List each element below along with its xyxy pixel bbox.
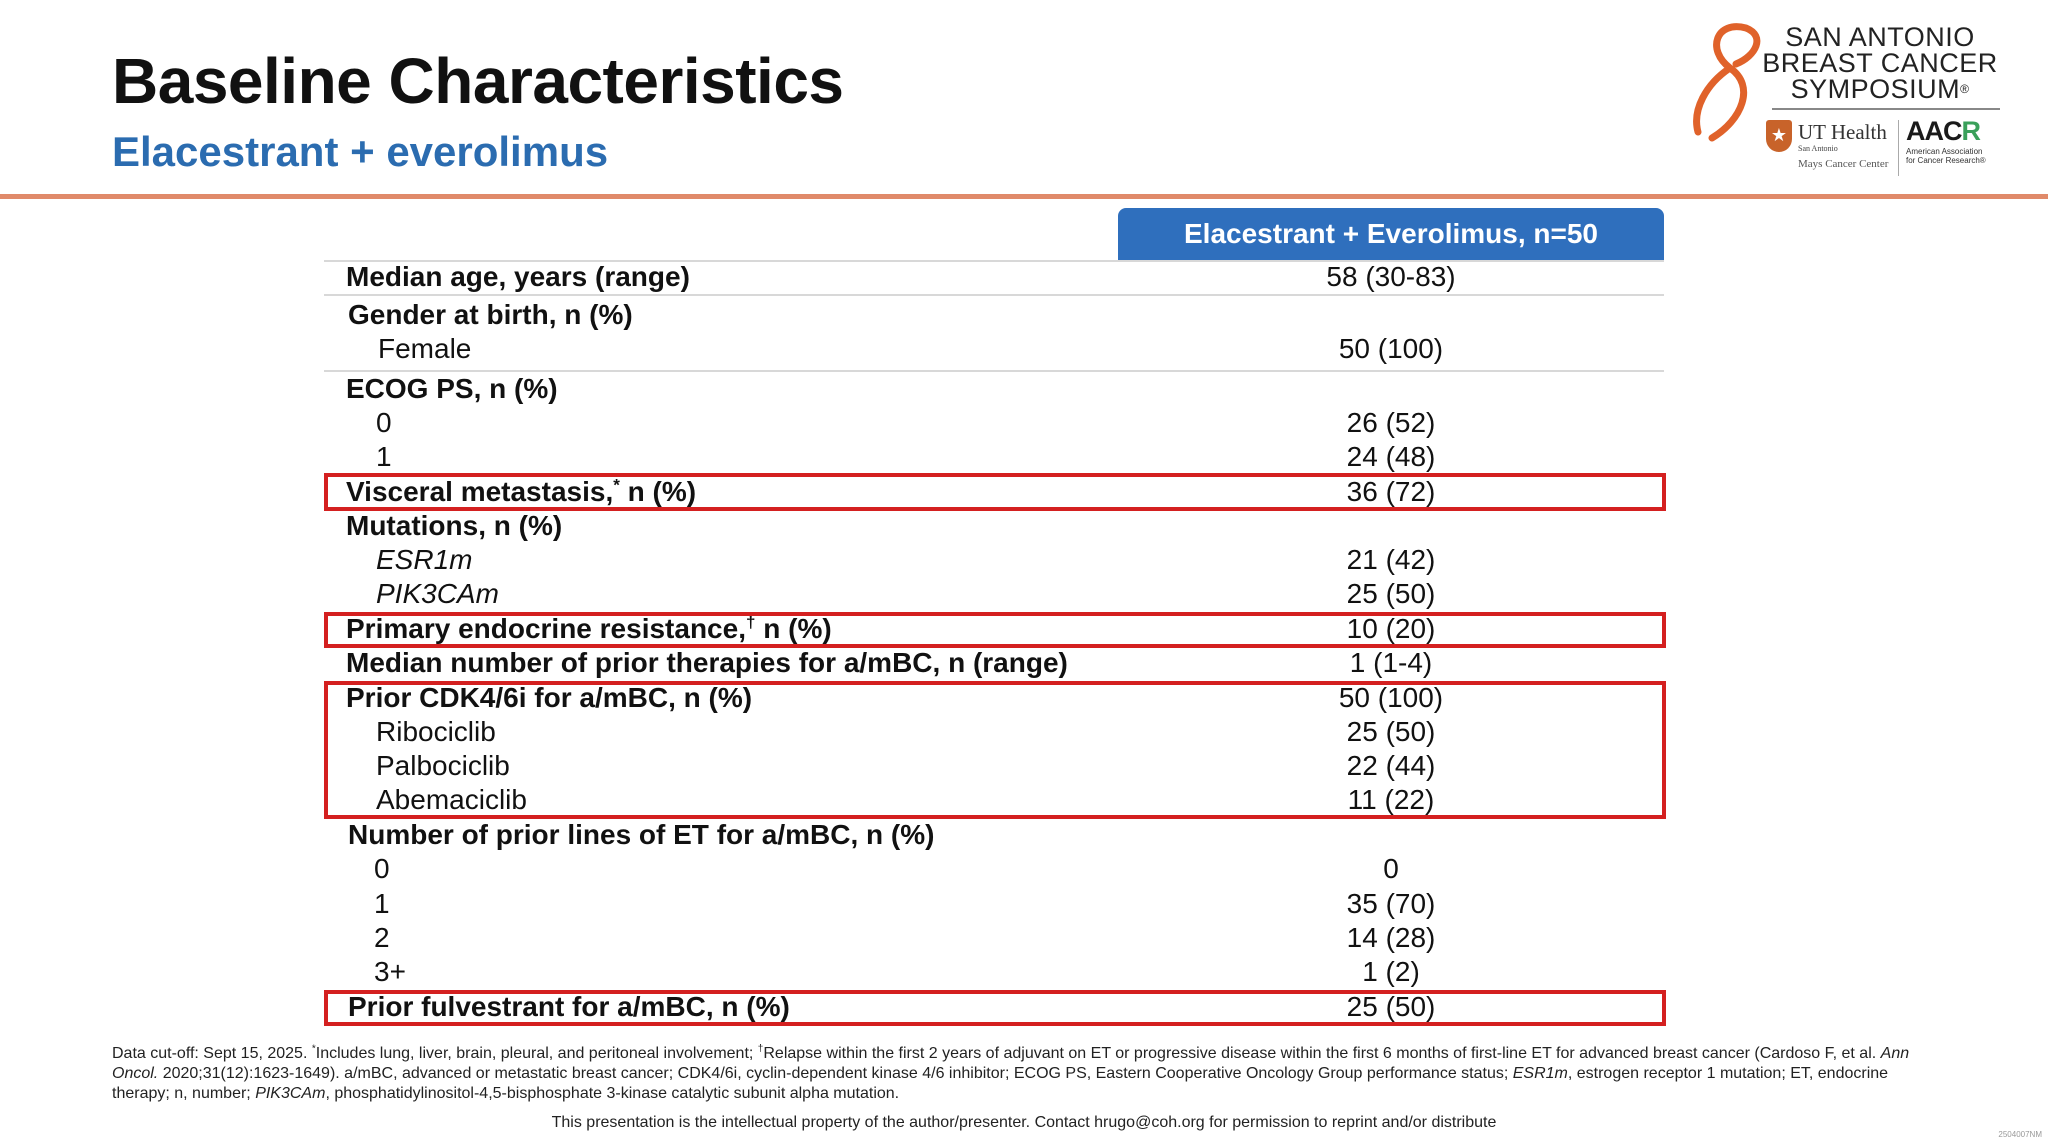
copyright-notice: This presentation is the intellectual property of the author/presenter. Contact hrugo@coh.org for permission to reprint and/or distribute (551, 1114, 1497, 1131)
table-row (324, 646, 1664, 680)
ut-health-name: UT Health (1798, 120, 1887, 144)
row-label: ESR1m (376, 544, 473, 575)
slide-code: 2504007NM (1998, 1130, 2042, 1139)
table-row (324, 818, 1664, 852)
table-row (324, 852, 1664, 886)
row-value: 1 (2) (1362, 956, 1420, 987)
highlight-box-visceral (324, 473, 1666, 511)
highlight-box-fulvestrant (324, 990, 1666, 1026)
row-label: 1 (376, 441, 392, 472)
table-row (324, 372, 1664, 406)
row-value: 58 (30-83) (1326, 261, 1456, 292)
logo-vertical-divider (1898, 120, 1899, 176)
sabcs-wordmark (1760, 24, 2000, 102)
highlight-box-cdk46i (324, 681, 1666, 819)
aacr-sub-2: for Cancer Research® (1906, 156, 1986, 165)
row-label: Median age, years (range) (346, 261, 690, 292)
aacr-mark: AACR (1906, 116, 1980, 146)
logo-line-3: SYMPOSIUM® (1790, 74, 1970, 104)
row-value: 1 (1-4) (1349, 647, 1433, 678)
row-value: 24 (48) (1346, 441, 1436, 472)
row-label: Visceral metastasis,* n (%) (346, 475, 697, 507)
aacr-sub-1: American Association (1906, 147, 1983, 156)
row-value: 36 (72) (1346, 476, 1436, 507)
row-label: 0 (374, 853, 390, 884)
row-label: Mutations, n (%) (346, 510, 563, 541)
table-row (324, 955, 1664, 989)
footnote: Data cut-off: Sept 15, 2025. *Includes lung, liver, brain, pleural, and peritoneal involvement; †Relapse within the first 2 years of adjuvant on ET or progressive disease within the first 6 months of first-line ET for advanced breast cancer (Cardoso F, et al. Ann Oncol. 2020;31(12):1623-1649). a/mBC, advanced or metastatic breast cancer; CDK4/6i, cyclin-dependent kinase 4/6 inhibitor; ECOG PS, Eastern Cooperative Oncology Group performance status; ESR1m, estrogen receptor 1 mutation; ET, endocrine therapy; n, number; PIK3CAm, phosphatidylinositol-4,5-bisphosphate 3-kinase catalytic subunit alpha mutation. (112, 1043, 1910, 1102)
row-label: Ribociclib (376, 716, 496, 747)
table-row (324, 406, 1664, 440)
row-label: Abemaciclib (376, 784, 527, 815)
highlight-box-endocrine (324, 612, 1666, 648)
row-value: 11 (22) (1347, 784, 1435, 815)
table-row (324, 440, 1664, 474)
row-value: 25 (50) (1346, 578, 1436, 609)
row-value: 14 (28) (1346, 922, 1436, 953)
row-value: 25 (50) (1346, 991, 1436, 1022)
row-label: Prior CDK4/6i for a/mBC, n (%) (346, 682, 753, 713)
logo-line-1: SAN ANTONIO (1785, 22, 1975, 52)
row-value: 22 (44) (1346, 750, 1436, 781)
logo-divider (1772, 108, 2000, 110)
table-row (324, 332, 1664, 366)
row-label: Number of prior lines of ET for a/mBC, n (%) (348, 819, 935, 850)
row-label: Female (378, 333, 472, 364)
table-row (324, 921, 1664, 955)
row-value: 50 (100) (1338, 682, 1444, 713)
table-row (324, 887, 1664, 921)
row-value: 50 (100) (1338, 333, 1444, 364)
row-divider (324, 294, 1664, 296)
row-label: Prior fulvestrant for a/mBC, n (%) (348, 991, 790, 1022)
table-row (324, 260, 1664, 294)
title-divider (0, 194, 2048, 199)
table-row (324, 577, 1664, 611)
row-value: 0 (1383, 853, 1399, 884)
row-label: PIK3CAm (376, 578, 499, 609)
ut-health-logo (1766, 118, 1896, 178)
row-value: 10 (20) (1346, 613, 1436, 644)
row-value: 25 (50) (1346, 716, 1436, 747)
row-label: 2 (374, 922, 390, 953)
table-row (324, 509, 1664, 543)
ut-health-sub: San Antonio (1798, 144, 1838, 153)
row-label: Primary endocrine resistance,† n (%) (346, 612, 832, 644)
row-label: Median number of prior therapies for a/mBC, n (range) (346, 647, 1068, 678)
row-label: Gender at birth, n (%) (348, 299, 633, 330)
logo-line-2: BREAST CANCER (1762, 48, 1998, 78)
aacr-logo (1906, 116, 1998, 180)
table-row (324, 298, 1664, 332)
star-shield-icon: ★ (1766, 120, 1792, 152)
row-label: 1 (374, 888, 390, 919)
row-label: Palbociclib (376, 750, 510, 781)
row-value: 21 (42) (1346, 544, 1436, 575)
table-column-header: Elacestrant + Everolimus, n=50 (1118, 208, 1664, 260)
row-value: 35 (70) (1346, 888, 1436, 919)
slide-title: Baseline Characteristics (112, 45, 844, 117)
table-row (324, 543, 1664, 577)
ut-health-mays: Mays Cancer Center (1798, 158, 1889, 170)
row-label: ECOG PS, n (%) (346, 373, 558, 404)
row-label: 0 (376, 407, 392, 438)
row-value: 26 (52) (1346, 407, 1436, 438)
slide-subtitle: Elacestrant + everolimus (112, 128, 609, 175)
row-label: 3+ (374, 956, 406, 987)
sabcs-logo (1680, 20, 2000, 180)
